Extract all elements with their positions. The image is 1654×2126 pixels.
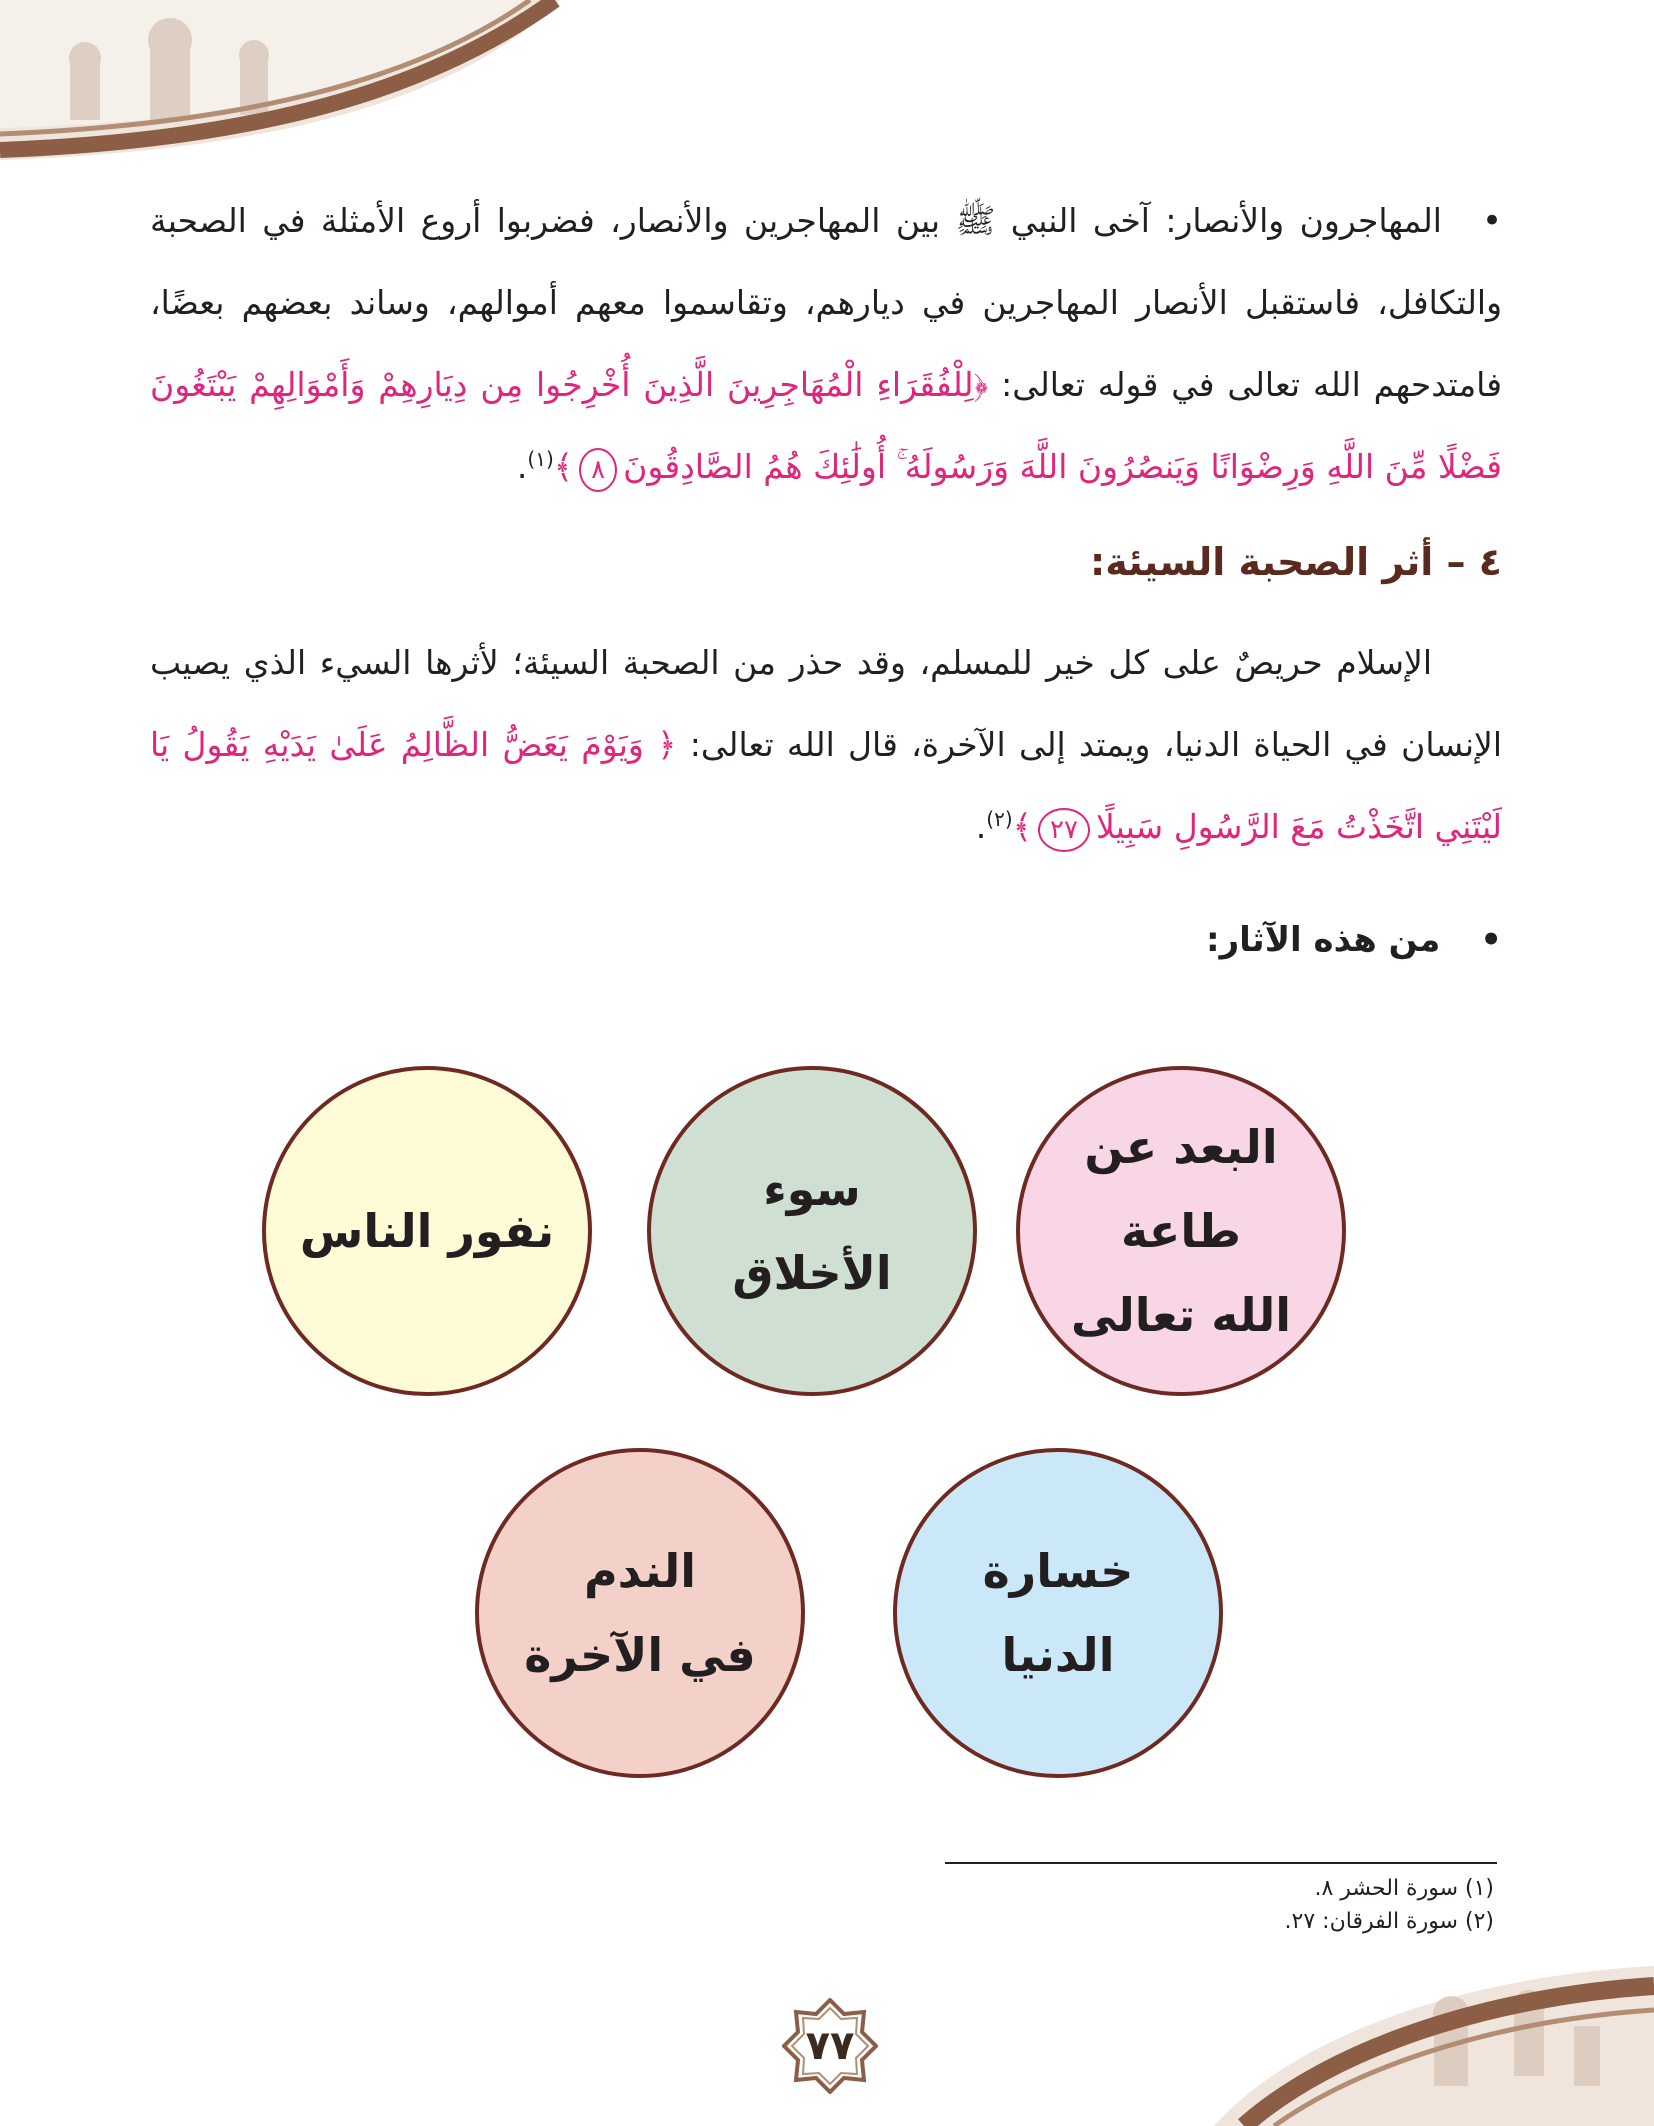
- effect-circle-regret-hereafter: [475, 1448, 805, 1778]
- effect-line: الندم: [583, 1544, 697, 1598]
- effect-line: في الآخرة: [524, 1628, 756, 1682]
- sentence-end: .: [516, 447, 528, 486]
- footnote-2: (٢) سورة الفرقان: ٢٧.: [1284, 1909, 1494, 1934]
- effect-line: الأخلاق: [732, 1246, 892, 1300]
- verse-close: ﴾: [1012, 807, 1033, 846]
- footnote-ref-2: (٢): [986, 807, 1013, 831]
- effect-circle-people-aversion: [262, 1066, 592, 1396]
- sentence-end: .: [975, 807, 987, 846]
- section-heading: ٤ – أثر الصحبة السيئة:: [1090, 540, 1502, 584]
- effect-circle-distance-from-obedience: [1016, 1066, 1346, 1396]
- bullet-point: •: [1480, 920, 1502, 960]
- page-number: ٧٧: [805, 2023, 855, 2069]
- effect-line: خسارة: [982, 1544, 1134, 1598]
- bottom-corner-ornament: [1214, 1966, 1654, 2126]
- paragraph2-text: الإسلام حريصٌ على كل خير للمسلم، وقد حذر من الصحبة السيئة؛ لأثرها السيء الذي يصيب الإنسان في الحياة الدنيا، ويمتد إلى الآخرة، قال الله تعالى:: [150, 643, 1502, 764]
- bullet-point: •: [1481, 201, 1502, 241]
- effect-circle-bad-manners: [647, 1066, 977, 1396]
- paragraph-bad-companionship: [150, 622, 1502, 868]
- paragraph-muhajirun-ansar: [150, 180, 1502, 508]
- effect-line: نفور الناس: [299, 1204, 555, 1258]
- verse-close: ﴾: [553, 447, 574, 486]
- footnotes: [934, 1872, 1494, 1938]
- page-number-badge: [782, 1998, 878, 2094]
- effect-line: الله تعالى: [1070, 1288, 1292, 1342]
- effects-intro-text: من هذه الآثار:: [1205, 920, 1441, 960]
- paragraph1-text: المهاجرون والأنصار: آخى النبي ﷺ بين المهاجرين والأنصار، فضربوا أروع الأمثلة في الصحبة والتكافل، فاستقبل الأنصار المهاجرين في ديارهم، وتقاسموا معهم أموالهم، وساند بعضهم بعضًا، فامتدحهم الله تعالى في قوله تعالى:: [150, 201, 1503, 404]
- verse-number-badge: ٨: [579, 448, 617, 492]
- verse-number-badge: ٢٧: [1038, 808, 1090, 852]
- top-corner-ornament: [0, 0, 560, 160]
- footnote-divider: [945, 1862, 1497, 1864]
- quran-verse-2-text: ﴿ وَيَوْمَ يَعَضُّ الظَّالِمُ عَلَىٰ يَدَيْهِ يَقُولُ يَا لَيْتَنِي اتَّخَذْتُ مَعَ الرَّسُولِ سَبِيلًا: [150, 725, 1502, 846]
- effects-intro: [1206, 920, 1502, 960]
- effect-line: سوء: [763, 1162, 861, 1216]
- effect-line: البعد عن طاعة: [1084, 1120, 1278, 1258]
- effect-circle-worldly-loss: [893, 1448, 1223, 1778]
- footnote-ref-1: (١): [527, 447, 554, 471]
- footnote-1: (١) سورة الحشر ٨.: [1314, 1876, 1494, 1901]
- effect-line: الدنيا: [1001, 1628, 1115, 1682]
- quran-verse-1-text: ﴿لِلْفُقَرَاءِ الْمُهَاجِرِينَ الَّذِينَ أُخْرِجُوا مِن دِيَارِهِمْ وَأَمْوَالِهِمْ يَبْتَغُونَ فَضْلًا مِّنَ اللَّهِ وَرِضْوَانًا وَيَنصُرُونَ اللَّهَ وَرَسُولَهُ ۚ أُولَٰئِكَ هُمُ الصَّادِقُونَ: [150, 365, 1502, 486]
